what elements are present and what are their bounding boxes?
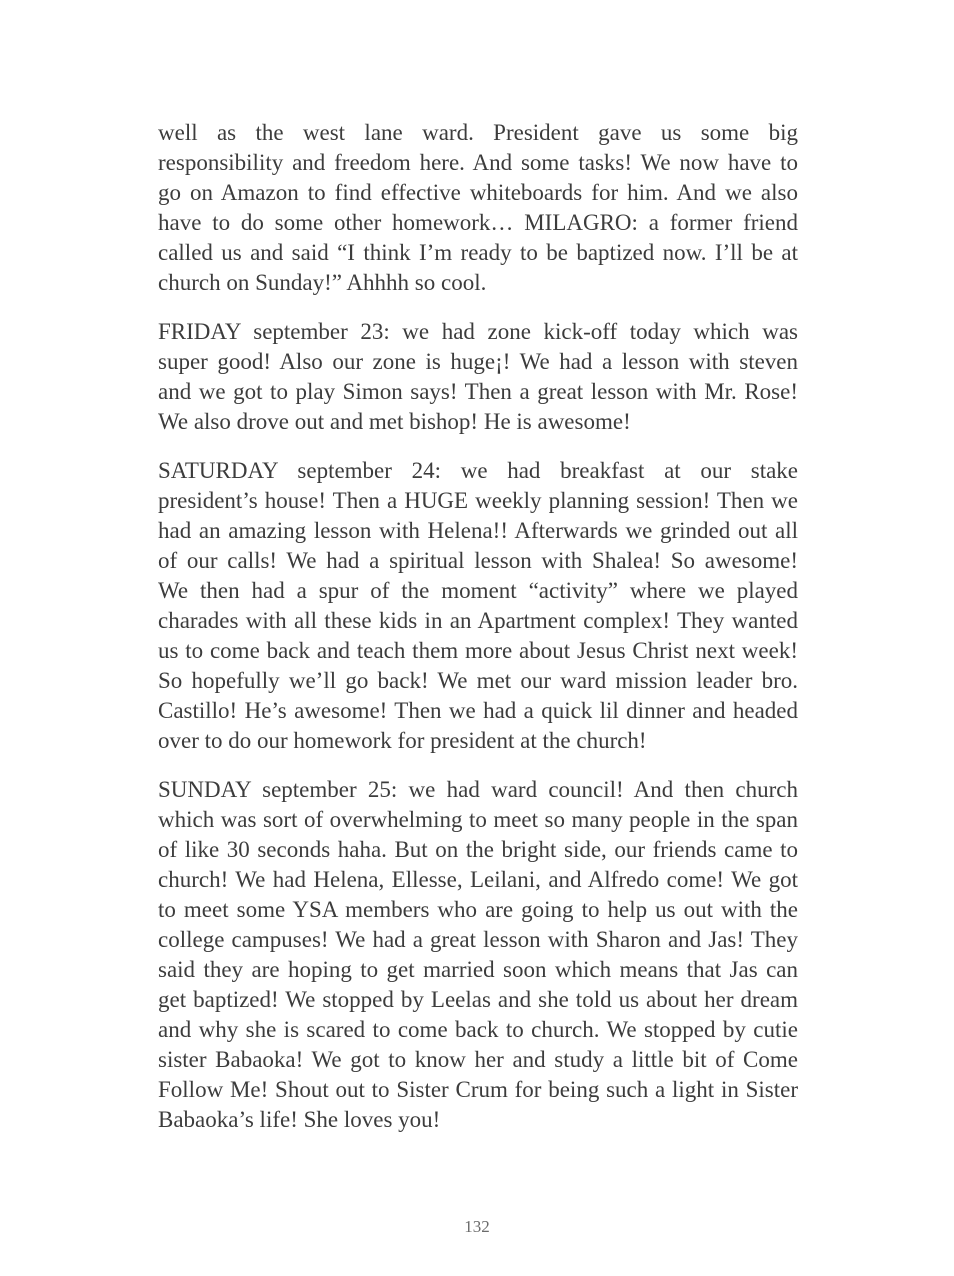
text-line: of like 30 seconds haha. But on the bright side, our friends came to xyxy=(158,837,798,862)
text-line: SATURDAY september 24: we had breakfast at our stake xyxy=(158,458,798,483)
text-line: Follow Me! Shout out to Sister Crum for being such a light in Sister xyxy=(158,1077,798,1102)
text-line: responsibility and freedom here. And some tasks! We now have to xyxy=(158,150,798,175)
text-line: get baptized! We stopped by Leelas and she told us about her dream xyxy=(158,987,798,1012)
text-line: We then had a spur of the moment “activity” where we played xyxy=(158,578,798,603)
text-line: Babaoka’s life! She loves you! xyxy=(158,1107,441,1132)
text-line: called us and said “I think I’m ready to be baptized now. I’ll be at xyxy=(158,240,798,265)
text-line: which was sort of overwhelming to meet so many people in the span xyxy=(158,807,798,832)
paragraph xyxy=(158,118,798,298)
text-line: go on Amazon to find effective whiteboards for him. And we also xyxy=(158,180,798,205)
text-line: well as the west lane ward. President gave us some big xyxy=(158,120,798,145)
text-line: sister Babaoka! We got to know her and study a little bit of Come xyxy=(158,1047,798,1072)
page-number: 132 xyxy=(464,1217,490,1236)
text-line: So hopefully we’ll go back! We met our ward mission leader bro. xyxy=(158,668,798,693)
text-line: charades with all these kids in an Apartment complex! They wanted xyxy=(158,608,798,633)
text-line: president’s house! Then a HUGE weekly planning session! Then we xyxy=(158,488,798,513)
text-line: to meet some YSA members who are going to help us out with the xyxy=(158,897,798,922)
paragraph xyxy=(158,775,798,1135)
text-line: and why she is scared to come back to church. We stopped by cutie xyxy=(158,1017,798,1042)
text-line: college campuses! We had a great lesson with Sharon and Jas! They xyxy=(158,927,798,952)
paragraph xyxy=(158,456,798,756)
text-line: over to do our homework for president at the church! xyxy=(158,728,647,753)
text-line: Castillo! He’s awesome! Then we had a quick lil dinner and headed xyxy=(158,698,798,723)
paragraph xyxy=(158,317,798,437)
text-line: of our calls! We had a spiritual lesson with Shalea! So awesome! xyxy=(158,548,798,573)
text-line: us to come back and teach them more about Jesus Christ next week! xyxy=(158,638,798,663)
text-line: SUNDAY september 25: we had ward council! And then church xyxy=(158,777,798,802)
text-line: church on Sunday!” Ahhhh so cool. xyxy=(158,270,487,295)
text-line: and we got to play Simon says! Then a great lesson with Mr. Rose! xyxy=(158,379,798,404)
text-line: super good! Also our zone is huge¡! We had a lesson with steven xyxy=(158,349,798,374)
text-line: had an amazing lesson with Helena!! Afterwards we grinded out all xyxy=(158,518,798,543)
text-line: said they are hoping to get married soon which means that Jas can xyxy=(158,957,798,982)
text-line: FRIDAY september 23: we had zone kick-off today which was xyxy=(158,319,798,344)
page-text xyxy=(158,118,798,1154)
text-line: We also drove out and met bishop! He is awesome! xyxy=(158,409,631,434)
text-line: church! We had Helena, Ellesse, Leilani, and Alfredo come! We got xyxy=(158,867,798,892)
text-line: have to do some other homework… MILAGRO: a former friend xyxy=(158,210,798,235)
